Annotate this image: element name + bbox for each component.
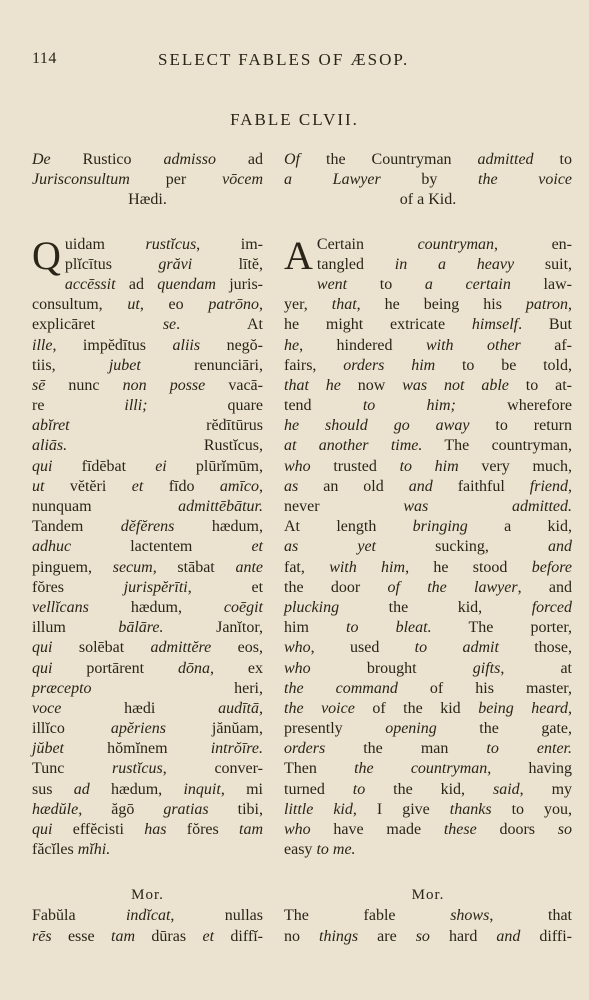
english-text-line: he, hindered with other af- [284, 336, 572, 354]
english-moral [284, 906, 572, 946]
latin-body [32, 232, 264, 861]
latin-moral-line: Fabŭla indĭcat, nullas [32, 907, 264, 925]
latin-title-line: Jurisconsultum per vōcem [32, 171, 263, 189]
latin-title-line: Hædi. [128, 191, 167, 209]
english-title-line: a Lawyer by the voice [284, 171, 573, 189]
running-title: SELECT FABLES OF ÆSOP. [158, 50, 410, 69]
latin-text-line: voce hædi audītā, [32, 699, 263, 717]
english-title-line: of a Kid. [399, 191, 457, 209]
english-text-line: Certain countryman, en- [316, 235, 572, 253]
page-number: 114 [32, 50, 57, 67]
english-text-line: never was admitted. [284, 498, 573, 515]
latin-text-line: adhuc lactentem et [32, 538, 263, 556]
latin-text-line: uidam rustĭcus, im- [64, 235, 263, 253]
english-text-line: fairs, orders him to be told, [284, 356, 573, 374]
latin-text-line: fŏres jurispĕrīti, et [32, 578, 264, 596]
english-text-line: at another time. The countryman, [284, 437, 572, 455]
latin-text-line: Tunc rustĭcus, conver- [32, 760, 263, 778]
latin-text-line: qui fīdēbat ei plūrĭmūm, [32, 457, 263, 475]
latin-drop-cap: Q [32, 232, 61, 278]
latin-text-line: pinguem, secum, stābat ante [32, 558, 263, 576]
latin-text-line: accēssit ad quendam juris- [64, 275, 263, 293]
english-text-line: went to a certain law- [316, 275, 572, 293]
english-text-line: easy to me. [284, 841, 356, 859]
latin-text-line: ille, impĕdītus aliis negŏ- [32, 336, 263, 354]
english-text-line: plucking the kid, forced [284, 598, 572, 616]
latin-text-line: præcepto heri, [32, 679, 263, 697]
english-title-line: Of the Countryman admitted to [284, 151, 572, 168]
fable-title: FABLE CLVII. [230, 110, 359, 129]
latin-text-line: hædŭle, ăgō gratias tibi, [32, 800, 263, 818]
english-text-line: who, used to admit those, [284, 639, 573, 657]
latin-text-line: consultum, ut, eo patrōno, [32, 296, 263, 314]
latin-text-line: illĭco apĕriens jănŭam, [32, 720, 263, 738]
english-text-line: fat, with him, he stood before [284, 558, 573, 576]
english-text-line: as yet sucking, and [284, 538, 573, 556]
english-text-line: tend to him; wherefore [284, 397, 573, 415]
english-text-line: him to bleat. The porter, [284, 619, 573, 637]
latin-moral [32, 906, 263, 946]
english-text-line: the command of his master, [284, 679, 572, 697]
english-text-line: who have made these doors so [284, 821, 572, 838]
page-header [32, 50, 559, 76]
english-text-line: that he now was not able to at- [284, 376, 573, 394]
english-text-line: he might extricate himself. But [284, 316, 572, 334]
english-drop-cap: A [284, 232, 313, 278]
latin-moral-line: rēs esse tam dūras et diffĭ- [32, 927, 263, 945]
english-body [284, 232, 573, 861]
english-text-line: little kid, I give thanks to you, [284, 800, 573, 818]
latin-text-line: Tandem dĕfĕrens hædum, [32, 518, 263, 536]
latin-text-line: explicāret se. At [32, 316, 263, 334]
english-text-line: At length bringing a kid, [284, 518, 572, 536]
latin-text-line: abĭret rĕdītūrus [32, 417, 263, 435]
latin-title [32, 150, 263, 211]
latin-text-line: re illi; quare [32, 397, 263, 415]
english-text-line: presently opening the gate, [284, 720, 572, 738]
english-text-line: as an old and faithful friend, [284, 477, 573, 495]
english-text-line: tangled in a heavy suit, [316, 255, 573, 273]
english-text-line: who brought gifts, at [284, 659, 573, 677]
latin-column [32, 150, 263, 947]
english-text-line: he should go away to return [284, 417, 573, 435]
english-title [284, 150, 572, 211]
latin-text-line: qui portārent dōna, ex [32, 659, 263, 677]
latin-text-line: sē nunc non posse vacā- [32, 376, 263, 394]
latin-text-line: vellĭcans hædum, coēgit [32, 598, 263, 616]
english-text-line: yer, that, he being his patron, [284, 296, 572, 314]
latin-text-line: jŭbet hŏmĭnem intrŏīre. [32, 740, 263, 758]
latin-text-line: făcĭles mĭhi. [32, 841, 111, 859]
latin-text-line: qui effĕcisti has fŏres tam [32, 821, 263, 838]
english-text-line: Then the countryman, having [284, 760, 573, 778]
english-text-line: the door of the lawyer, and [284, 578, 573, 596]
english-column [284, 150, 572, 947]
latin-text-line: tiis, jubet renunciāri, [32, 356, 263, 374]
latin-text-line: aliās. Rustĭcus, [32, 437, 263, 455]
english-text-line: the voice of the kid being heard, [284, 699, 572, 717]
english-text-line: orders the man to enter. [284, 740, 573, 758]
latin-text-line: plĭcītus grăvi lītĕ, [64, 255, 263, 273]
latin-moral-heading: Mor. [131, 887, 164, 904]
english-text-line: turned to the kid, said, my [284, 780, 573, 798]
latin-text-line: ut vĕtĕri et fīdo amīco, [32, 477, 263, 495]
latin-text-line: illum bālāre. Janĭtor, [32, 619, 263, 637]
latin-text-line: nunquam admittēbātur. [32, 498, 263, 515]
latin-text-line: sus ad hædum, inquit, mi [32, 780, 263, 798]
latin-text-line: qui solēbat admittĕre eos, [32, 639, 263, 657]
latin-title-line: De Rustico admisso ad [32, 151, 264, 168]
english-moral-line: no things are so hard and diffi- [284, 927, 573, 945]
english-moral-line: The fable shows, that [284, 907, 572, 925]
english-text-line: who trusted to him very much, [284, 457, 573, 475]
english-moral-heading: Mor. [411, 887, 445, 904]
